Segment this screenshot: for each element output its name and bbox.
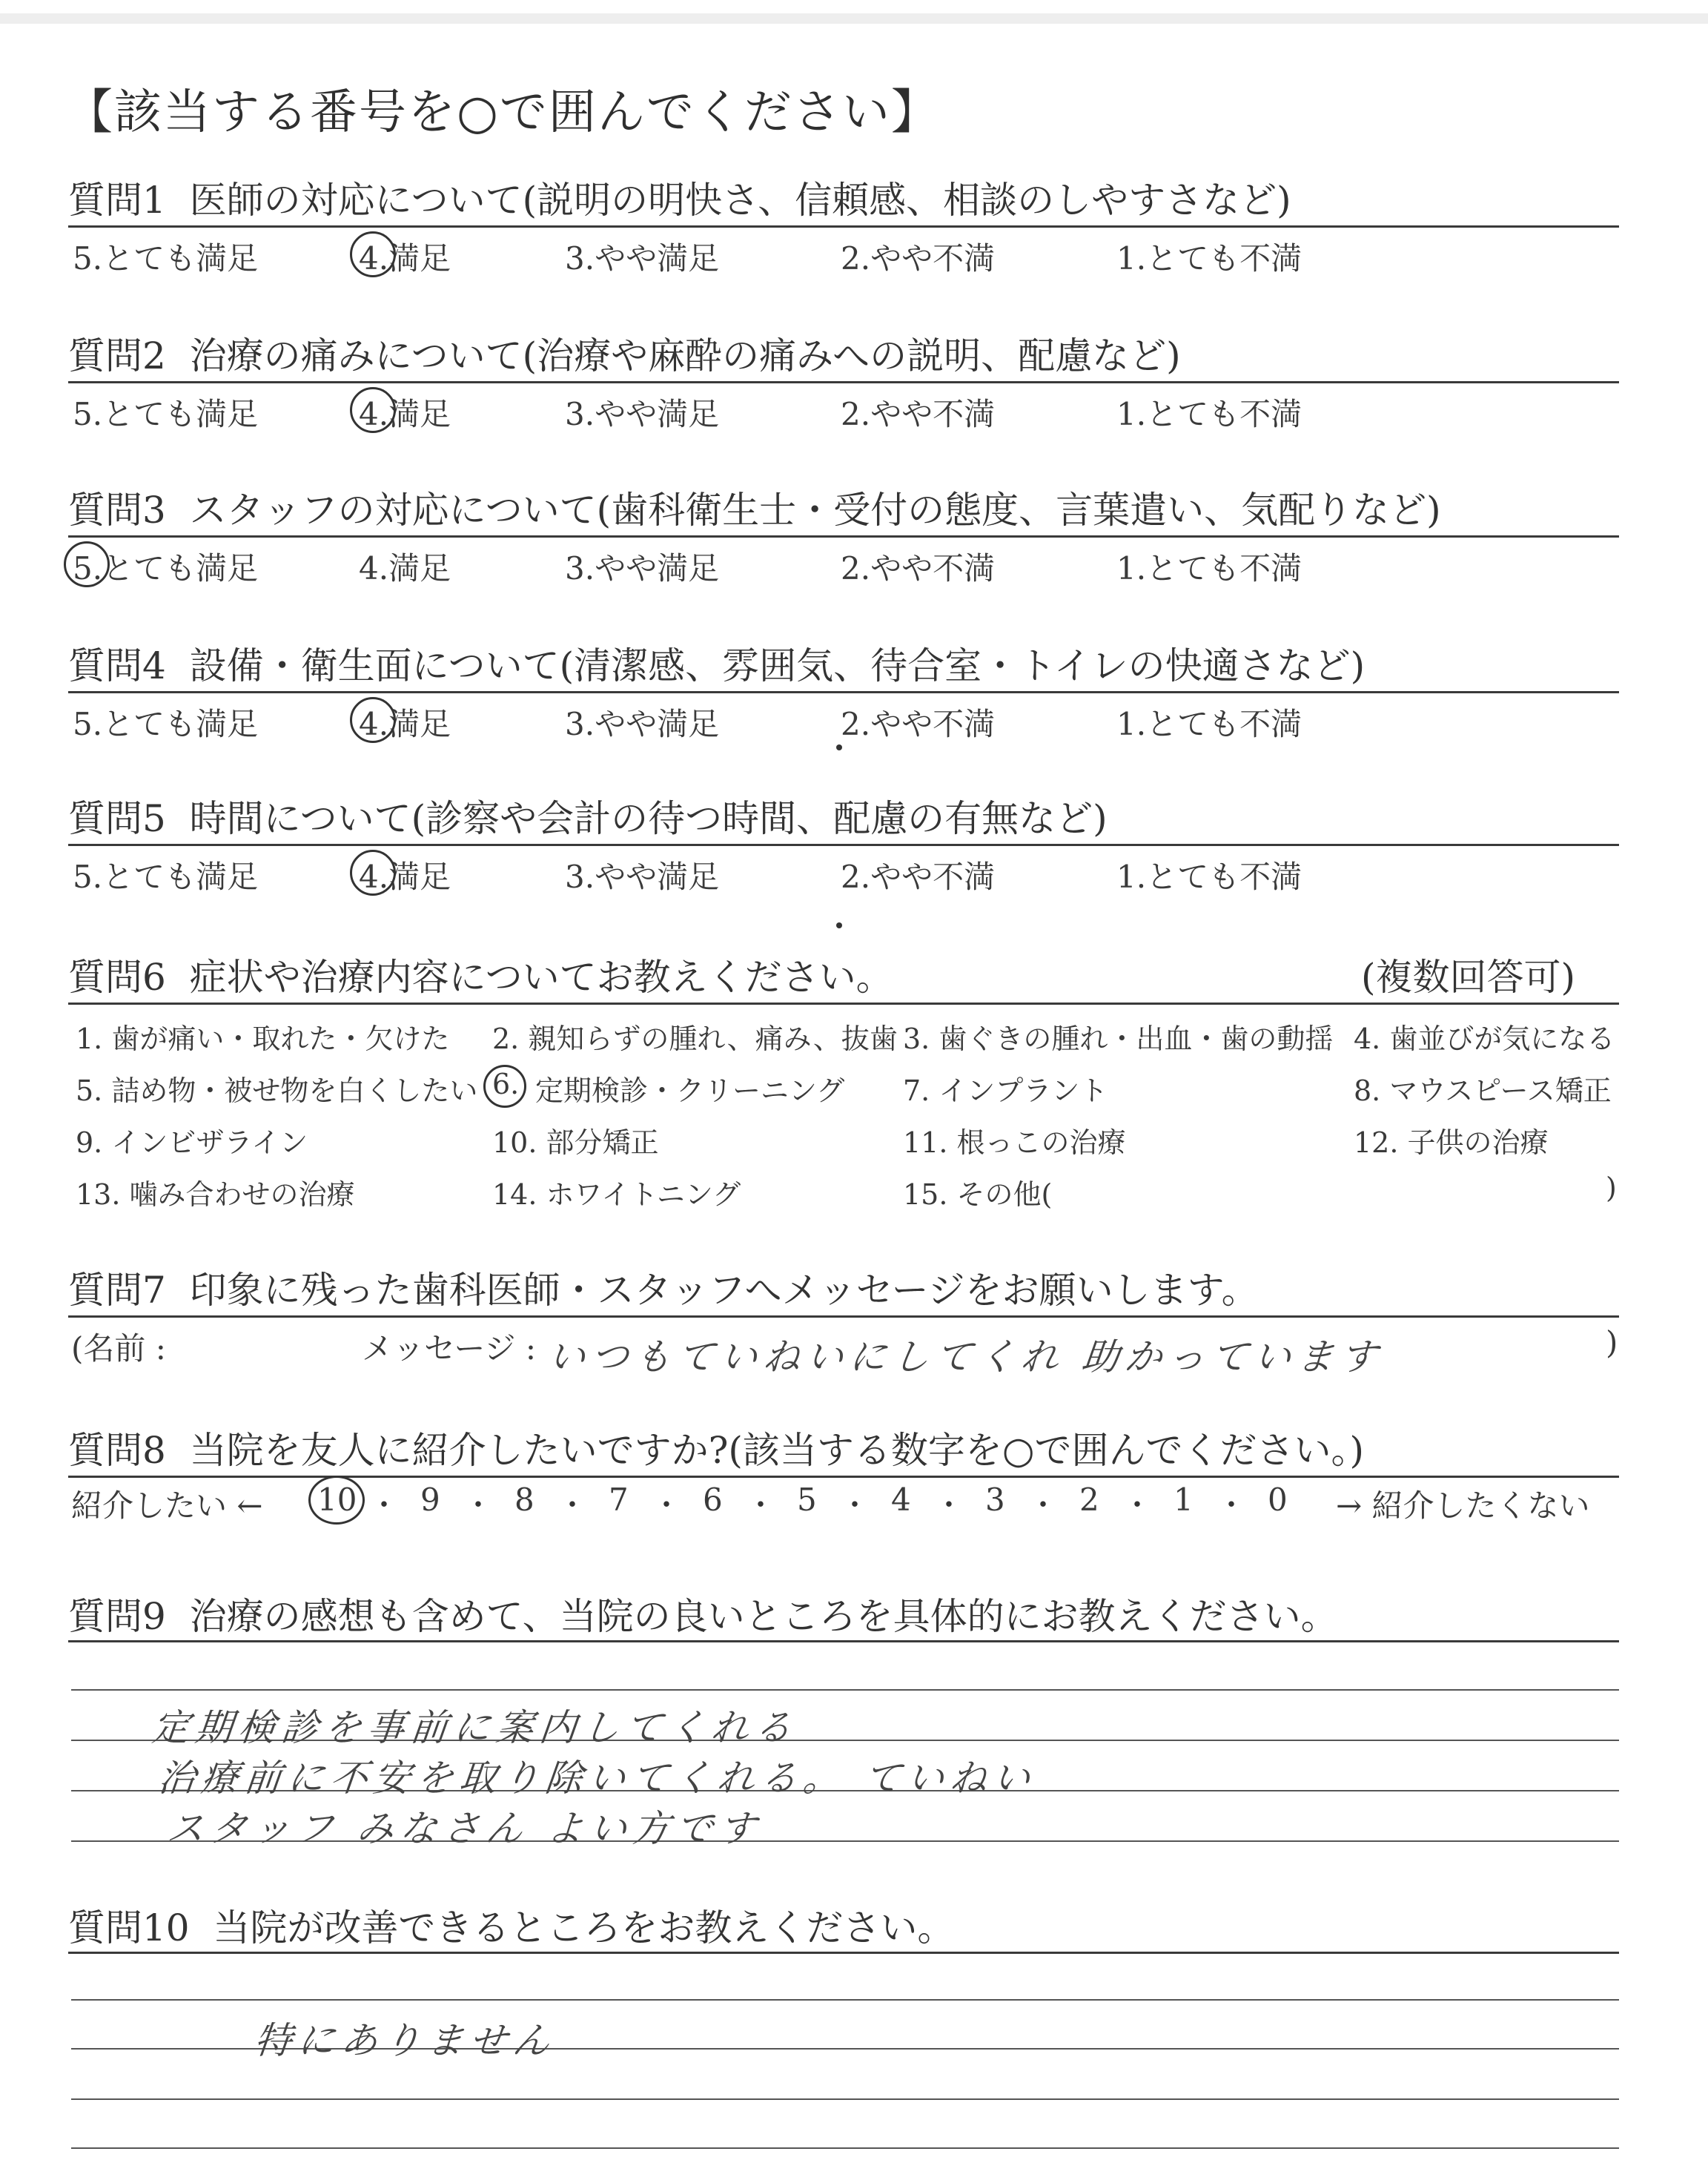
q8-scale-separator: ・ — [934, 1488, 964, 1522]
q8-scale-value[interactable]: 7 — [609, 1482, 629, 1518]
q8-scale-separator: ・ — [463, 1488, 493, 1522]
q1-heading — [68, 171, 1291, 224]
option-label: やや満足 — [595, 240, 720, 277]
q6-item[interactable]: 5. 詰め物・被せ物を白くしたい — [76, 1074, 478, 1107]
q5-selected-circle — [350, 850, 396, 896]
option-label: やや満足 — [595, 859, 720, 895]
q6-item[interactable]: 11. 根っこの治療 — [903, 1126, 1126, 1159]
q5-label: 質問5 — [68, 797, 166, 840]
scan-dot — [836, 744, 842, 750]
q9-text: 治療の感想も含めて、当院の良いところを具体的にお教えください。 — [189, 1595, 1338, 1638]
q8-scale-separator: ・ — [557, 1488, 587, 1522]
q3-option-4[interactable] — [359, 544, 451, 589]
q8-scale-value[interactable]: 9 — [420, 1482, 440, 1518]
q4-heading — [68, 636, 1365, 690]
option-number: 2. — [841, 550, 871, 587]
q8-scale-separator: ・ — [1028, 1488, 1058, 1522]
option-label: 満足 — [388, 396, 451, 432]
q6-item-label[interactable]: 定期検診・クリーニング — [535, 1074, 845, 1107]
q7-underline — [68, 1315, 1619, 1318]
q2-option-1[interactable] — [1116, 390, 1302, 435]
q3-option-1[interactable] — [1116, 544, 1302, 589]
option-label: とても満足 — [102, 859, 259, 895]
q9-answer-line — [71, 1689, 1619, 1691]
q2-underline — [68, 381, 1619, 383]
q6-heading — [68, 948, 893, 1001]
option-label: やや不満 — [870, 240, 996, 277]
q8-right-label: → 紹介したくない — [1336, 1487, 1590, 1524]
page-title: 【該当する番号を○で囲んでください】 — [65, 85, 940, 140]
q10-answer-line — [71, 2147, 1619, 2149]
q2-option-5[interactable] — [73, 390, 258, 435]
q4-option-3[interactable] — [565, 700, 719, 744]
q2-label: 質問2 — [68, 334, 166, 377]
option-label: やや不満 — [870, 859, 996, 895]
option-number: 3. — [565, 706, 595, 742]
q8-scale-value[interactable]: 2 — [1079, 1482, 1099, 1518]
q6-selected-circle — [483, 1065, 526, 1108]
q4-option-1[interactable] — [1116, 700, 1302, 744]
option-number: 5. — [73, 706, 103, 742]
q10-answer-handwritten: 特にありません — [252, 2019, 558, 2062]
option-label: とても満足 — [102, 706, 259, 742]
q8-scale-separator: ・ — [1122, 1488, 1152, 1522]
q6-item[interactable]: 12. 子供の治療 — [1354, 1126, 1549, 1159]
option-number: 3. — [565, 859, 595, 895]
option-label: 満足 — [388, 859, 451, 895]
q5-option-5[interactable] — [73, 853, 258, 897]
option-number: 5. — [73, 396, 103, 432]
q2-heading — [68, 326, 1181, 380]
q6-item[interactable]: 7. インプラント — [903, 1074, 1108, 1107]
q7-name-label: (名前 : — [71, 1330, 166, 1367]
q8-scale-value[interactable]: 0 — [1268, 1482, 1288, 1518]
option-number: 4. — [359, 550, 389, 587]
q3-option-3[interactable] — [565, 544, 719, 589]
q8-scale-value[interactable]: 5 — [797, 1482, 817, 1518]
q8-scale-value[interactable]: 6 — [703, 1482, 723, 1518]
q1-selected-circle — [350, 231, 396, 277]
option-label: とても不満 — [1146, 396, 1302, 432]
option-label: やや満足 — [595, 396, 720, 432]
q9-underline — [68, 1640, 1619, 1642]
q4-underline — [68, 691, 1619, 693]
q7-message-handwritten: いつもていねいにしてくれ 助かっています — [546, 1335, 1386, 1378]
option-label: とても不満 — [1146, 706, 1302, 742]
q3-option-2[interactable] — [841, 544, 995, 589]
option-number: 5. — [73, 859, 103, 895]
q2-text: 治療の痛みについて(治療や麻酔の痛みへの説明、配慮など) — [189, 334, 1181, 377]
option-label: 満足 — [388, 240, 451, 277]
scan-top-edge — [0, 13, 1708, 24]
option-number: 3. — [565, 240, 595, 277]
q6-close-paren: ) — [1606, 1172, 1617, 1204]
q6-note: (複数回答可) — [1361, 956, 1576, 999]
q5-option-3[interactable] — [565, 853, 719, 897]
option-number: 4. — [359, 240, 389, 277]
q8-scale-value[interactable]: 3 — [985, 1482, 1005, 1518]
option-number: 2. — [841, 396, 871, 432]
q9-answer-handwritten: 定期検診を事前に案内してくれる — [150, 1706, 800, 1749]
option-number: 1. — [1116, 240, 1147, 277]
option-label: 満足 — [388, 706, 451, 742]
q6-item[interactable]: 4. 歯並びが気になる — [1354, 1023, 1615, 1055]
q9-answer-handwritten: スタッフ みなさん よい方です — [165, 1807, 764, 1850]
q3-underline — [68, 535, 1619, 538]
q6-item[interactable]: 15. その他( — [903, 1178, 1053, 1211]
option-number: 1. — [1116, 706, 1147, 742]
q8-scale-separator: ・ — [369, 1488, 399, 1522]
q3-label: 質問3 — [68, 489, 166, 532]
q9-label: 質問9 — [68, 1595, 166, 1638]
q6-item[interactable]: 9. インビザライン — [76, 1126, 308, 1159]
q3-text: スタッフの対応について(歯科衛生士・受付の態度、言葉遣い、気配りなど) — [189, 489, 1441, 532]
option-label: とても不満 — [1146, 240, 1302, 277]
q10-heading — [68, 1898, 954, 1952]
q8-text: 当院を友人に紹介したいですか?(該当する数字を○で囲んでください。) — [189, 1429, 1365, 1472]
q8-scale-value[interactable]: 4 — [891, 1482, 911, 1518]
option-label: やや満足 — [595, 706, 720, 742]
option-label: やや不満 — [870, 706, 996, 742]
q8-heading — [68, 1421, 1364, 1474]
q5-option-1[interactable] — [1116, 853, 1302, 897]
q6-item[interactable]: 6. — [492, 1068, 520, 1100]
q10-label: 質問10 — [68, 1906, 190, 1949]
q6-item[interactable]: 10. 部分矯正 — [492, 1126, 659, 1159]
option-number: 4. — [359, 706, 389, 742]
q7-label: 質問7 — [68, 1269, 166, 1312]
option-number: 1. — [1116, 550, 1147, 587]
scan-dot — [836, 922, 842, 928]
option-label: とても満足 — [102, 396, 259, 432]
q6-underline — [68, 1003, 1619, 1005]
q7-text: 印象に残った歯科医師・スタッフへメッセージをお願いします。 — [189, 1269, 1259, 1312]
q6-text: 症状や治療内容についてお教えください。 — [189, 956, 893, 999]
q10-text: 当院が改善できるところをお教えください。 — [213, 1906, 955, 1949]
q1-option-5[interactable] — [73, 234, 258, 279]
q10-answer-line — [71, 1999, 1619, 2001]
q8-selected-circle — [308, 1476, 365, 1525]
option-label: 満足 — [388, 550, 451, 587]
q2-selected-circle — [350, 387, 396, 433]
q8-scale-value[interactable]: 10 — [317, 1482, 357, 1518]
q1-option-1[interactable] — [1116, 234, 1302, 279]
option-number: 4. — [359, 859, 389, 895]
q6-label: 質問6 — [68, 956, 166, 999]
option-number: 1. — [1116, 396, 1147, 432]
q8-scale-value[interactable]: 1 — [1174, 1482, 1194, 1518]
q4-option-5[interactable] — [73, 700, 258, 744]
q8-underline — [68, 1476, 1619, 1478]
option-number: 2. — [841, 706, 871, 742]
option-number: 5. — [73, 550, 103, 587]
q4-selected-circle — [350, 697, 396, 743]
option-number: 5. — [73, 240, 103, 277]
q7-message-label: メッセージ : — [362, 1330, 536, 1367]
q8-scale-separator: ・ — [652, 1488, 681, 1522]
option-label: とても不満 — [1146, 859, 1302, 895]
q4-option-2[interactable] — [841, 700, 995, 744]
q2-option-3[interactable] — [565, 390, 719, 435]
q1-option-3[interactable] — [565, 234, 719, 279]
q5-underline — [68, 844, 1619, 846]
q6-item[interactable]: 3. 歯ぐきの腫れ・出血・歯の動揺 — [903, 1023, 1334, 1055]
q8-scale-separator: ・ — [1217, 1488, 1246, 1522]
option-number: 2. — [841, 859, 871, 895]
q8-scale-separator: ・ — [746, 1488, 775, 1522]
q6-item[interactable]: 2. 親知らずの腫れ、痛み、抜歯 — [492, 1023, 898, 1055]
q8-label: 質問8 — [68, 1429, 166, 1472]
option-number: 3. — [565, 396, 595, 432]
q3-selected-circle — [64, 541, 110, 587]
q8-scale-separator: ・ — [840, 1488, 870, 1522]
q2-option-2[interactable] — [841, 390, 995, 435]
q3-heading — [68, 480, 1441, 534]
q5-option-2[interactable] — [841, 853, 995, 897]
q6-item[interactable]: 1. 歯が痛い・取れた・欠けた — [76, 1023, 450, 1055]
option-label: とても不満 — [1146, 550, 1302, 587]
option-number: 3. — [565, 550, 595, 587]
option-number: 4. — [359, 396, 389, 432]
q6-item[interactable]: 8. マウスピース矯正 — [1354, 1074, 1612, 1107]
option-label: やや不満 — [870, 396, 996, 432]
q9-heading — [68, 1587, 1338, 1640]
q10-answer-line — [71, 2098, 1619, 2100]
option-label: とても満足 — [102, 240, 259, 277]
option-label: やや満足 — [595, 550, 720, 587]
q6-item[interactable]: 14. ホワイトニング — [492, 1178, 741, 1211]
option-label: やや不満 — [870, 550, 996, 587]
option-label: とても満足 — [102, 550, 259, 587]
q10-underline — [68, 1952, 1619, 1954]
q1-label: 質問1 — [68, 179, 166, 222]
q4-label: 質問4 — [68, 644, 166, 687]
q1-underline — [68, 225, 1619, 228]
option-number: 2. — [841, 240, 871, 277]
q4-text: 設備・衛生面について(清潔感、雰囲気、待合室・トイレの快適さなど) — [189, 644, 1366, 687]
q7-close-paren: ) — [1606, 1324, 1618, 1361]
q5-text: 時間について(診察や会計の待つ時間、配慮の有無など) — [189, 797, 1108, 840]
q9-answer-handwritten: 治療前に不安を取り除いてくれる。 ていねい — [156, 1757, 1039, 1800]
q8-left-label: 紹介したい ← — [71, 1487, 263, 1524]
q6-item[interactable]: 13. 噛み合わせの治療 — [76, 1178, 355, 1211]
option-number: 1. — [1116, 859, 1147, 895]
q1-text: 医師の対応について(説明の明快さ、信頼感、相談のしやすさなど) — [189, 179, 1291, 222]
q7-heading — [68, 1261, 1259, 1314]
q8-scale-value[interactable]: 8 — [514, 1482, 534, 1518]
q5-heading — [68, 789, 1108, 842]
q1-option-2[interactable] — [841, 234, 995, 279]
